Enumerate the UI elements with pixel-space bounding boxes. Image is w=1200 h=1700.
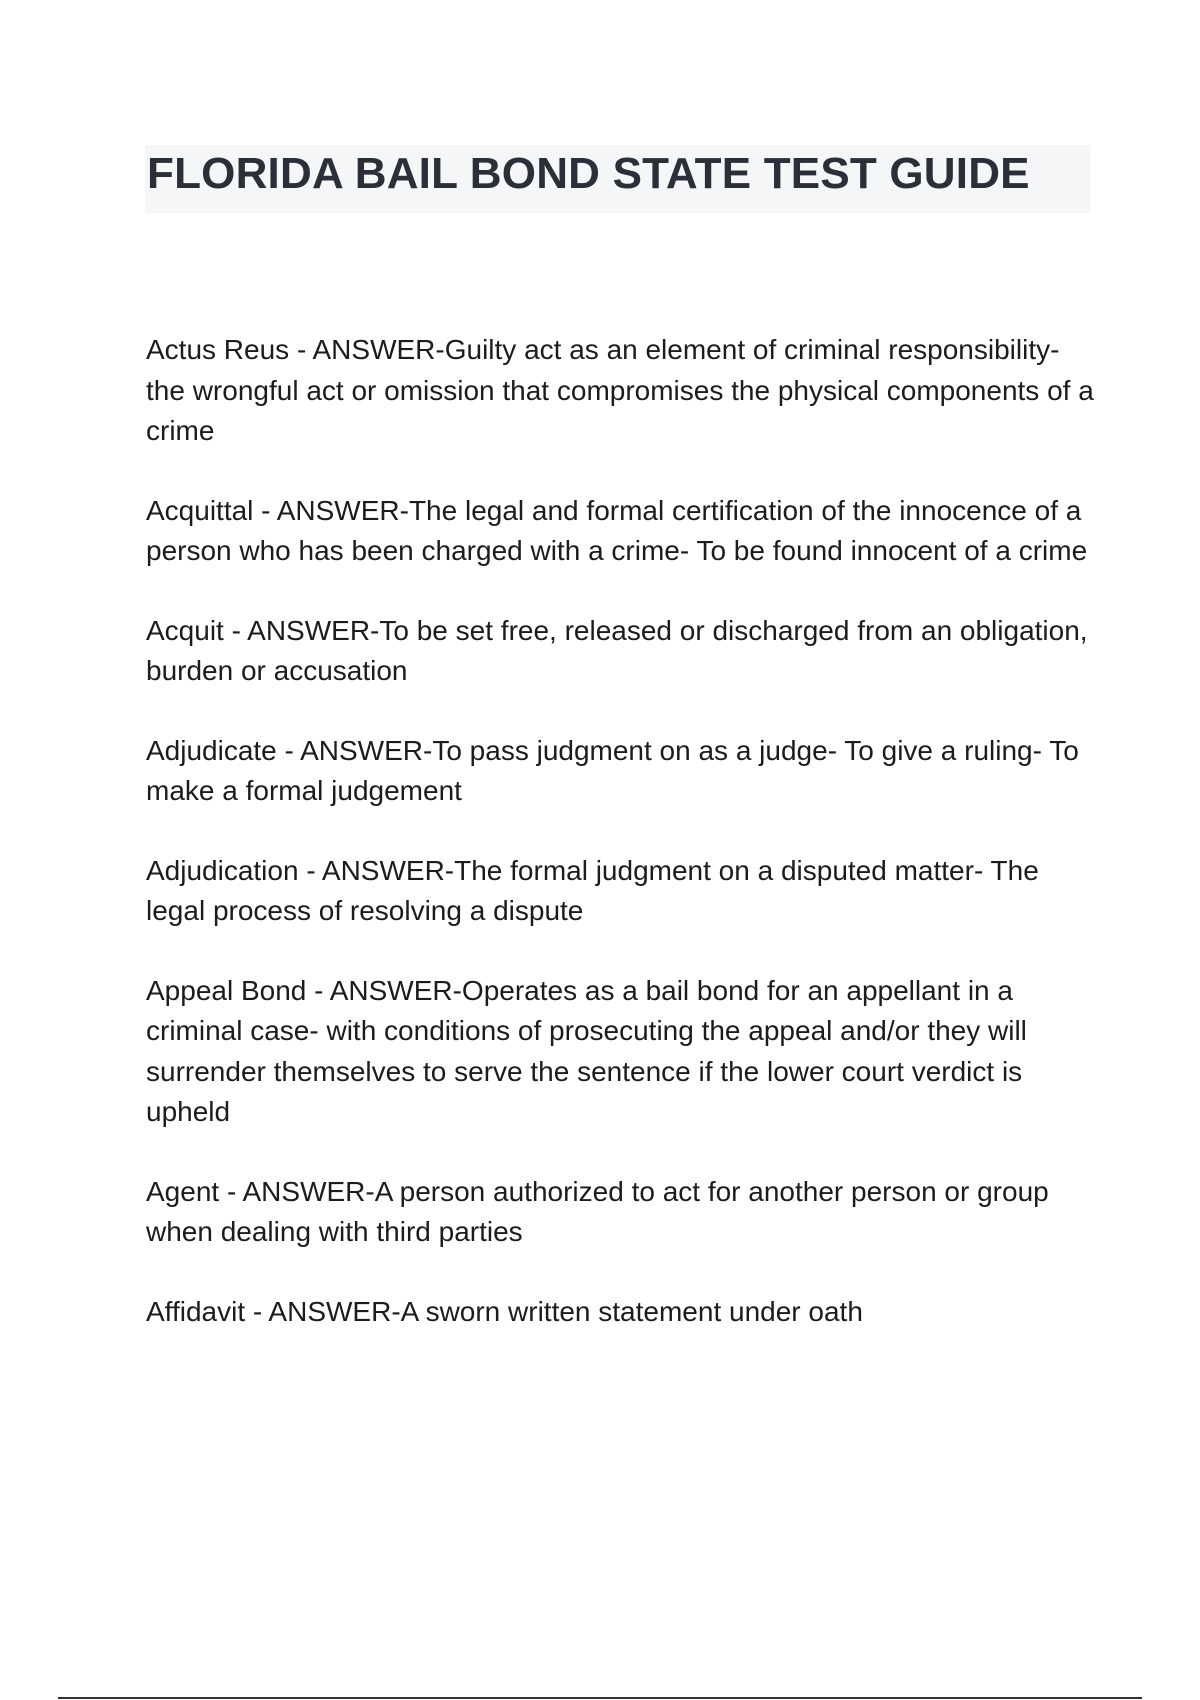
glossary-list xyxy=(146,330,1096,1371)
glossary-entry: Acquittal - ANSWER-The legal and formal certification of the innocence of a person who has been charged with a crime- To be found innocent of a crime xyxy=(146,494,1088,566)
glossary-entry: Affidavit - ANSWER-A sworn written statement under oath xyxy=(146,1295,863,1327)
glossary-entry: Adjudication - ANSWER-The formal judgment on a disputed matter- The legal process of resolving a dispute xyxy=(146,854,1039,926)
glossary-entry: Adjudicate - ANSWER-To pass judgment on as a judge- To give a ruling- To make a formal judgement xyxy=(146,734,1079,806)
glossary-entry: Appeal Bond - ANSWER-Operates as a bail bond for an appellant in a criminal case- with conditions of prosecuting the appeal and/or they will surrender themselves to serve the sentence if the lower court verdict is upheld xyxy=(146,974,1027,1127)
glossary-entry: Agent - ANSWER-A person authorized to act for another person or group when dealing with third parties xyxy=(146,1175,1049,1247)
glossary-entry: Acquit - ANSWER-To be set free, released or discharged from an obligation, burden or accusation xyxy=(146,614,1088,686)
page-title: FLORIDA BAIL BOND STATE TEST GUIDE xyxy=(147,149,1030,198)
page-divider xyxy=(58,1697,1142,1699)
glossary-entry: Actus Reus - ANSWER-Guilty act as an element of criminal responsibility-the wrongful act or omission that compromises the physical components of a crime xyxy=(146,334,1094,446)
